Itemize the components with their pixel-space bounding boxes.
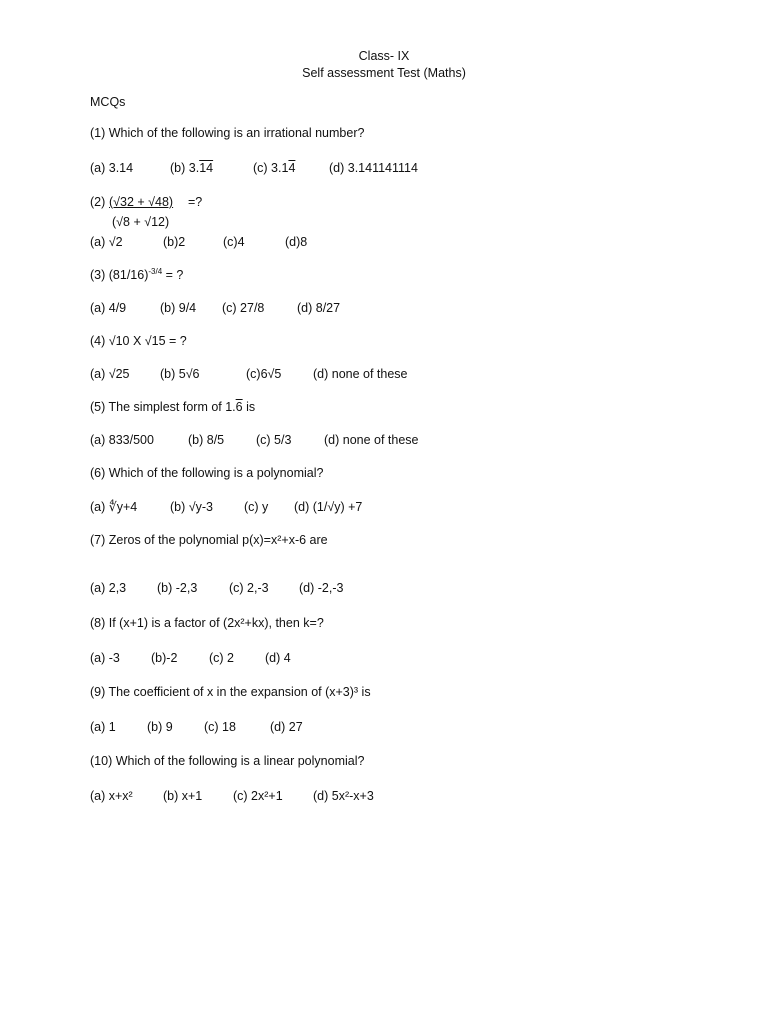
q9-option-c: (c) 18 <box>204 720 236 734</box>
q1-option-b <box>170 162 213 175</box>
section-label: MCQs <box>90 95 126 109</box>
q3-base: (3) (81/16) <box>90 268 149 283</box>
q10-option-b: (b) x+1 <box>163 789 203 803</box>
question-6-prompt: (6) Which of the following is a polynomial? <box>90 466 324 480</box>
q3-exponent: -3/4 <box>148 267 163 276</box>
q5-repeating-digit: 6 <box>235 400 243 414</box>
q3-tail: = ? <box>162 268 184 283</box>
q5-option-a: (a) 833/500 <box>90 433 154 447</box>
class-heading: Class- IX <box>358 49 410 63</box>
q6-option-b: (b) √y-3 <box>170 500 213 514</box>
question-1-prompt: (1) Which of the following is an irrational number? <box>90 126 365 140</box>
q7-option-d: (d) -2,-3 <box>299 581 344 595</box>
q4-option-b: (b) 5√6 <box>160 367 200 381</box>
q4-option-d: (d) none of these <box>313 367 408 381</box>
q1-option-c-text: (c) 3.14 <box>253 161 296 175</box>
q8-option-a: (a) -3 <box>90 651 120 665</box>
q3-option-c: (c) 27/8 <box>222 301 265 315</box>
q2-option-a: (a) √2 <box>90 235 123 249</box>
q3-option-a: (a) 4/9 <box>90 301 127 315</box>
q5-option-c: (c) 5/3 <box>256 433 292 447</box>
q7-option-b: (b) -2,3 <box>157 581 198 595</box>
q8-option-d: (d) 4 <box>265 651 291 665</box>
q10-option-d: (d) 5x²-x+3 <box>313 789 374 803</box>
question-8-prompt: (8) If (x+1) is a factor of (2x²+kx), then k=? <box>90 616 324 630</box>
q5-pre: (5) The simplest form of 1. <box>90 400 236 414</box>
q8-option-b: (b)-2 <box>151 651 178 665</box>
q9-option-a: (a) 1 <box>90 720 116 734</box>
test-title: Self assessment Test (Maths) <box>302 66 466 80</box>
q2-numerator: (√32 + √48) <box>109 195 174 209</box>
q3-option-d: (d) 8/27 <box>297 301 341 315</box>
q1-option-d: (d) 3.141141114 <box>329 161 418 175</box>
q10-option-a: (a) x+x² <box>90 789 133 803</box>
q2-option-c: (c)4 <box>223 235 245 249</box>
q2-number: (2) <box>90 195 106 209</box>
q6-option-c: (c) y <box>244 500 269 514</box>
q5-option-d: (d) none of these <box>324 433 419 447</box>
q4-option-a: (a) √25 <box>90 367 130 381</box>
question-5-prompt <box>90 401 255 414</box>
q1-option-c <box>253 162 295 175</box>
question-10-prompt: (10) Which of the following is a linear polynomial? <box>90 754 365 768</box>
q7-option-a: (a) 2,3 <box>90 581 127 595</box>
q8-option-c: (c) 2 <box>209 651 234 665</box>
q4-option-c: (c)6√5 <box>246 367 282 381</box>
question-9-prompt: (9) The coefficient of x in the expansion of (x+3)³ is <box>90 685 371 699</box>
q9-option-d: (d) 27 <box>270 720 303 734</box>
q3-option-b: (b) 9/4 <box>160 301 197 315</box>
q2-option-b: (b)2 <box>163 235 186 249</box>
q5-post: is <box>242 400 256 414</box>
q1-option-a: (a) 3.14 <box>90 161 134 175</box>
q1-option-b-text: (b) 3.14 <box>170 161 214 175</box>
q7-option-c: (c) 2,-3 <box>229 581 269 595</box>
q2-option-d: (d)8 <box>285 235 308 249</box>
q9-option-b: (b) 9 <box>147 720 173 734</box>
q6-option-d: (d) (1/√y) +7 <box>294 500 363 514</box>
question-7-prompt: (7) Zeros of the polynomial p(x)=x²+x-6 are <box>90 533 328 547</box>
q6-option-a: (a) ∜y+4 <box>90 500 138 514</box>
q2-denominator: (√8 + √12) <box>112 215 170 229</box>
question-3-prompt <box>90 268 183 282</box>
q5-option-b: (b) 8/5 <box>188 433 225 447</box>
question-4-prompt: (4) √10 X √15 = ? <box>90 334 187 348</box>
q10-option-c: (c) 2x²+1 <box>233 789 283 803</box>
q2-equals: =? <box>188 195 203 209</box>
